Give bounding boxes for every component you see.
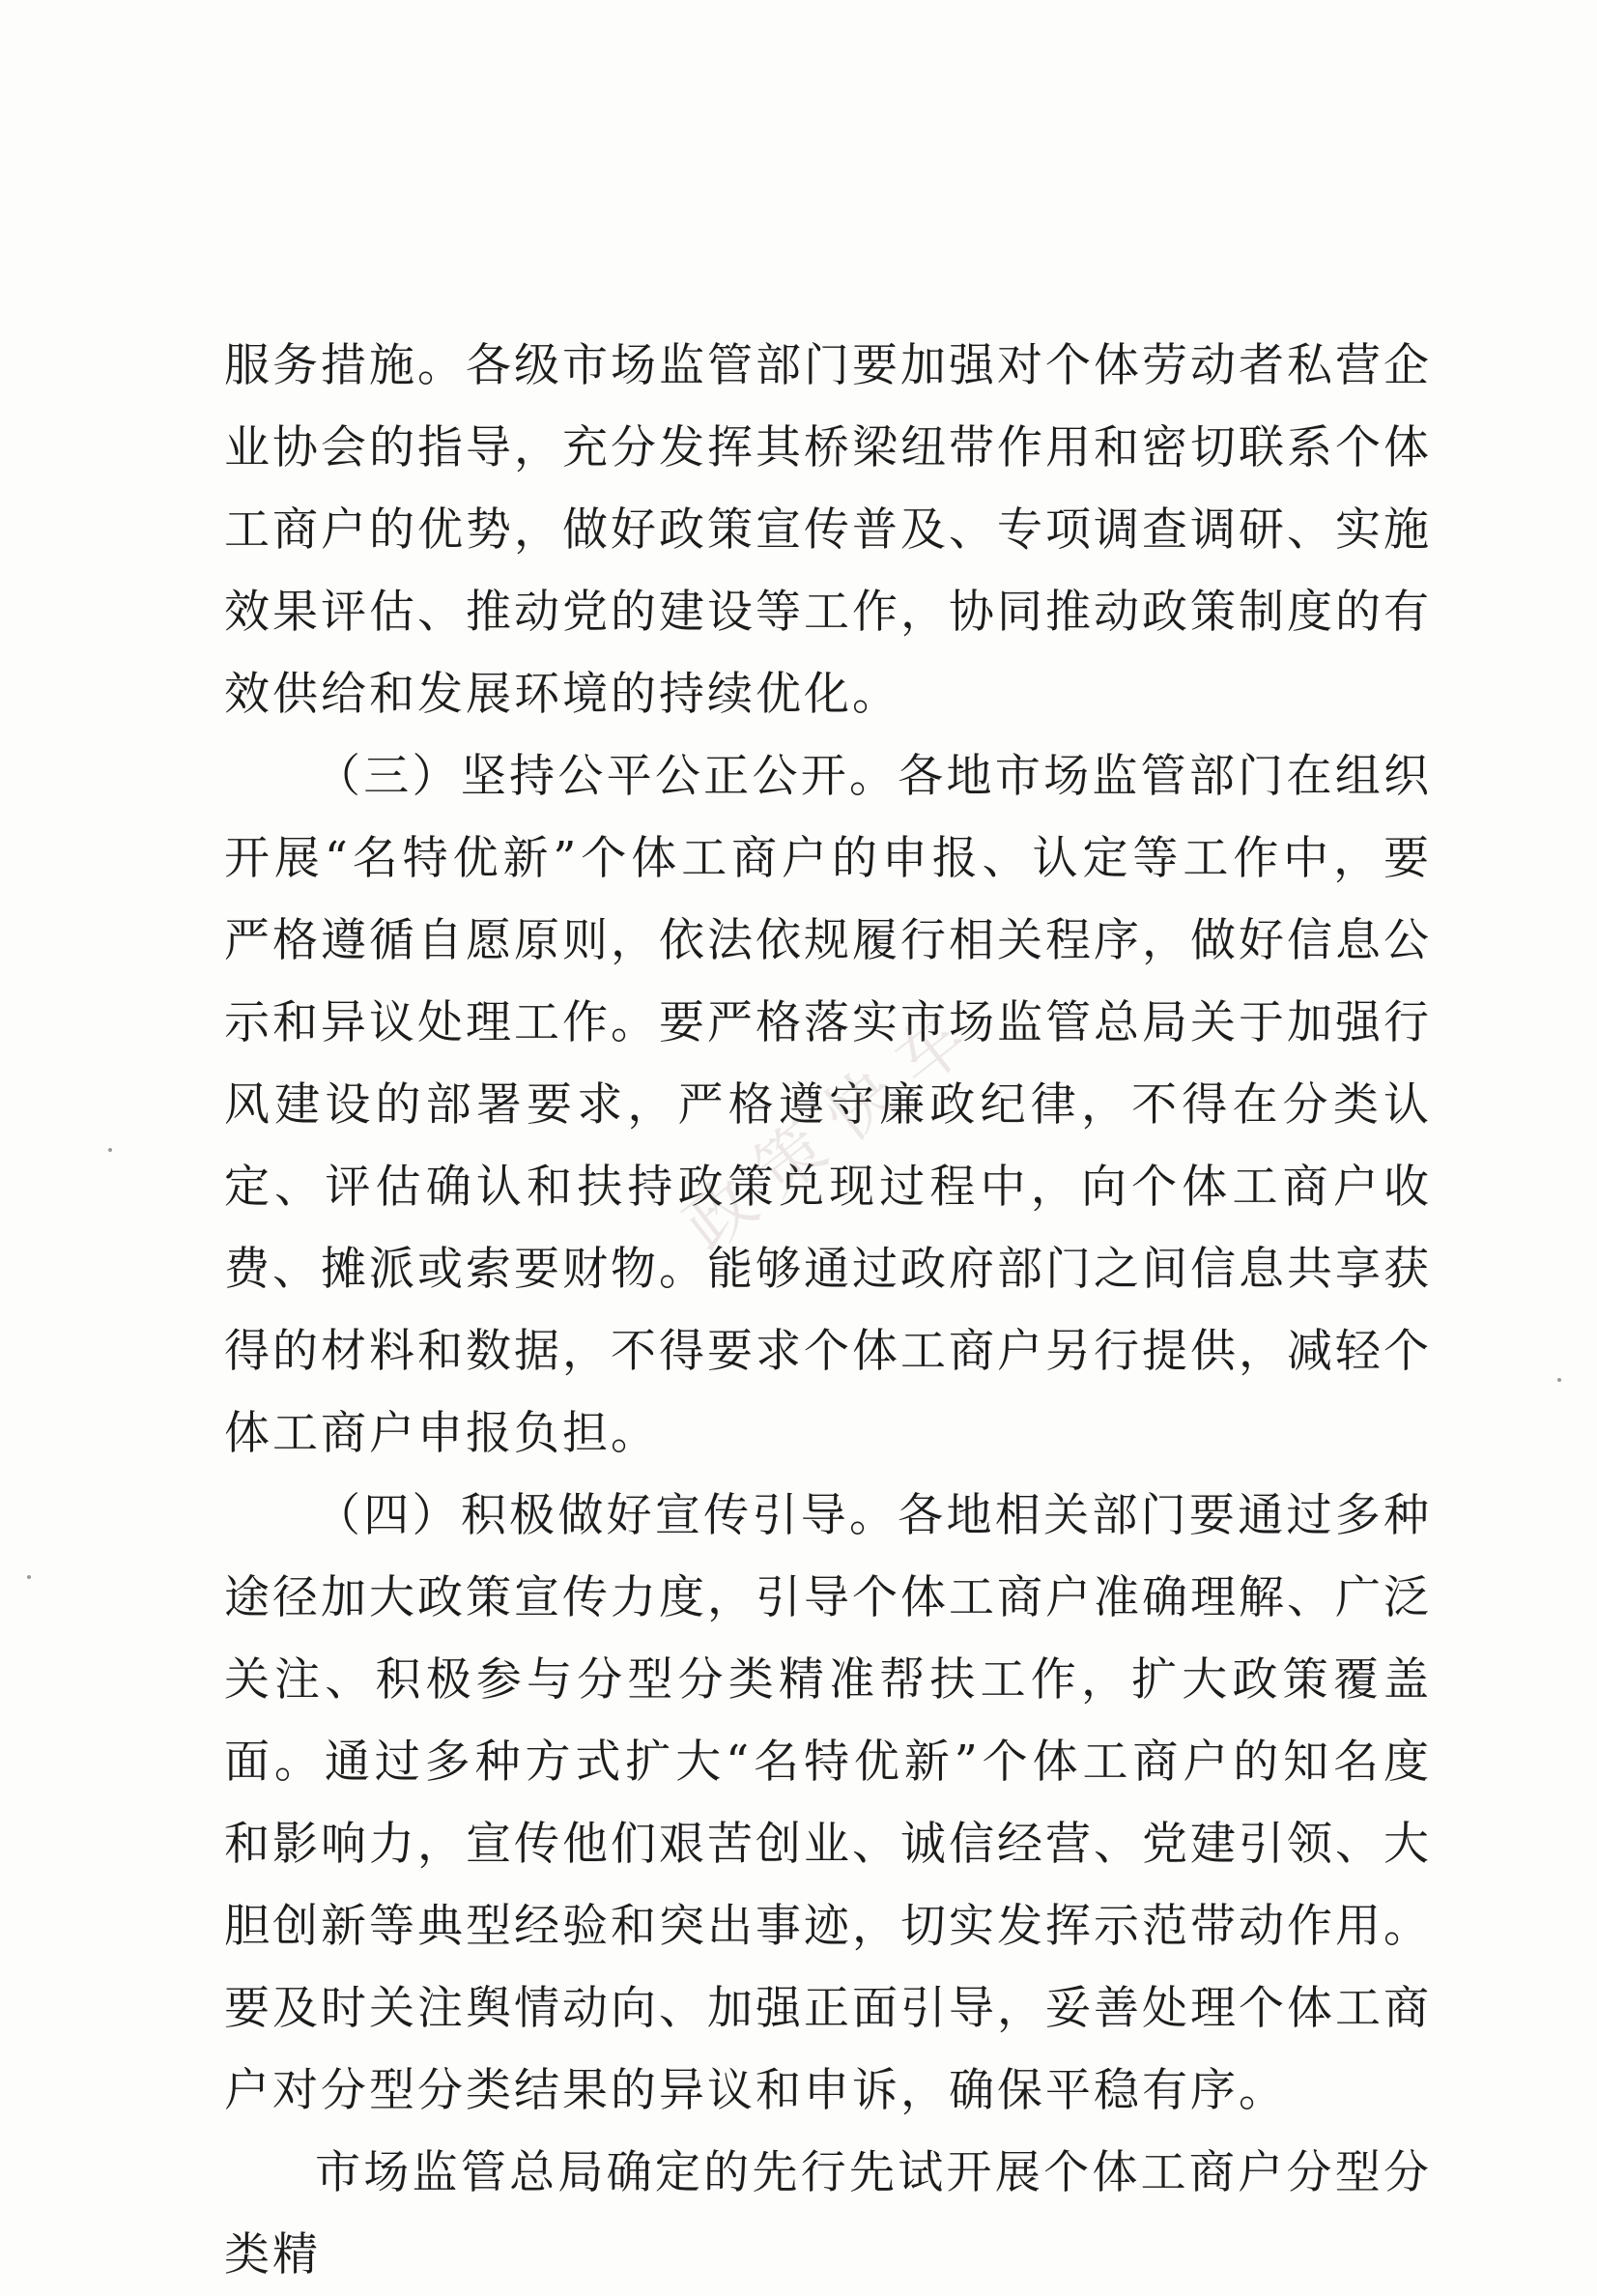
paragraph-fairness: （三）坚持公平公正公开。各地市场监管部门在组织开展“名特优新”个体工商户的申报、认定等工作中，要严格遵循自愿原则，依法依规履行相关程序，做好信息公示和异议处理工作。要严格落实市场监管总局关于加强行风建设的部署要求，严格遵守廉政纪律，不得在分类认定、评估确认和扶持政策兑现过程中，向个体工商户收费、摊派或索要财物。能够通过政府部门之间信息共享获得的材料和数据，不得要求个体工商户另行提供，减轻个体工商户申报负担。 xyxy=(224,750,1432,1460)
body-text xyxy=(224,325,1432,2296)
scan-speck xyxy=(108,1148,112,1152)
paragraph-publicity: （四）积极做好宣传引导。各地相关部门要通过多种途径加大政策宣传力度，引导个体工商户准确理解、广泛关注、积极参与分型分类精准帮扶工作，扩大政策覆盖面。通过多种方式扩大“名特优新”个体工商户的知名度和影响力，宣传他们艰苦创业、诚信经营、党建引领、大胆创新等典型经验和突出事迹，切实发挥示范带动作用。要及时关注舆情动向、加强正面引导，妥善处理个体工商户对分型分类结果的异议和申诉，确保平稳有序。 xyxy=(224,1489,1432,2117)
paragraph-pilot: 市场监管总局确定的先行先试开展个体工商户分型分类精 xyxy=(224,2146,1432,2282)
scan-speck xyxy=(1557,1378,1561,1382)
paragraph-service-measures: 服务措施。各级市场监管部门要加强对个体劳动者私营企业协会的指导，充分发挥其桥梁纽带作用和密切联系个体工商户的优势，做好政策宣传普及、专项调查调研、实施效果评估、推动党的建设等工作，协同推动政策制度的有效供给和发展环境的持续优化。 xyxy=(224,339,1432,721)
watermark: 政策快车 xyxy=(670,985,999,1267)
scan-speck xyxy=(27,1575,31,1579)
